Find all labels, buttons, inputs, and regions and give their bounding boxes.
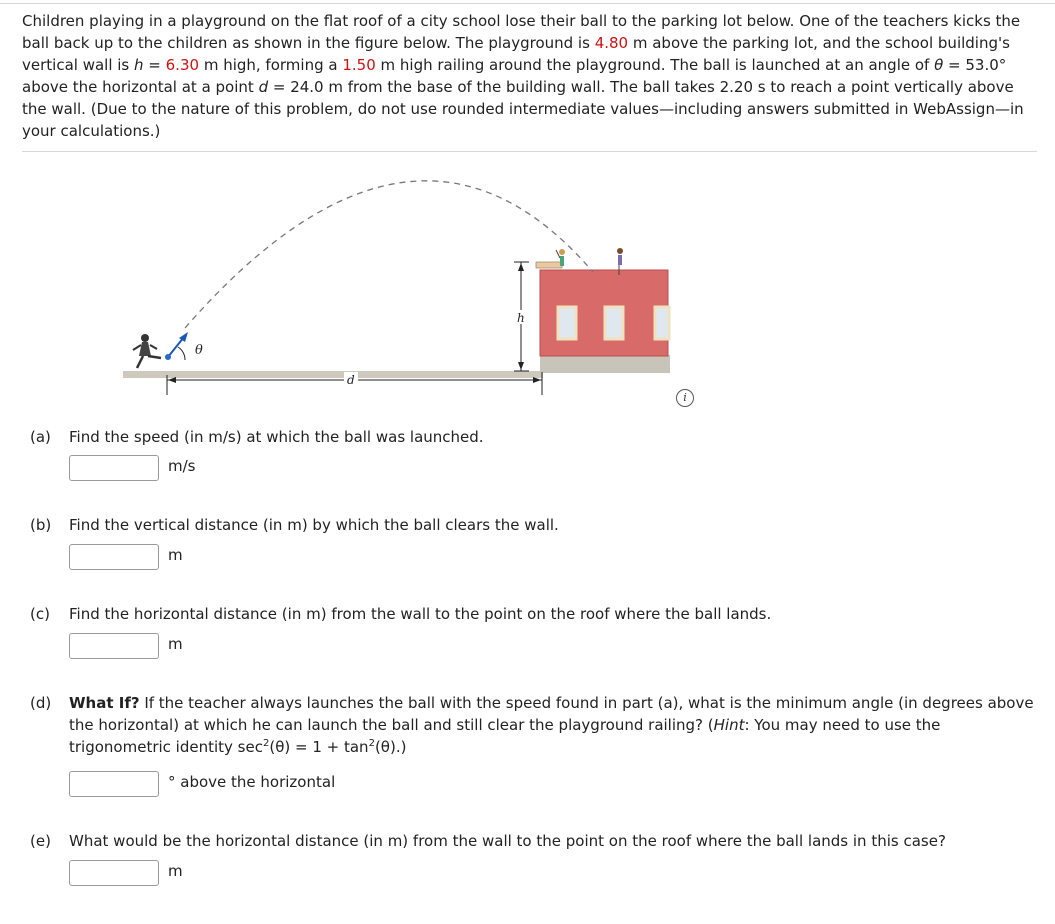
info-icon[interactable]: i — [676, 389, 694, 407]
part-c-question — [30, 603, 1035, 625]
playground-height-value: 4.80 — [594, 34, 629, 52]
part-e-text: What would be the horizontal distance (in m) from the wall to the point on the roof where the ball lands in this case? — [69, 832, 946, 850]
building-ground — [540, 355, 670, 373]
part-a-letter: (a) — [30, 428, 51, 446]
part-b-unit: m — [168, 546, 183, 564]
part-c-answer-input[interactable] — [69, 633, 159, 659]
theta-label: θ — [195, 343, 203, 358]
part-d-letter: (d) — [30, 694, 52, 712]
part-b-letter: (b) — [30, 516, 52, 534]
wall-height-value: 6.30 — [165, 56, 200, 74]
h-label: h — [517, 311, 525, 325]
launch-vector — [165, 332, 188, 360]
part-c-letter: (c) — [30, 605, 50, 623]
part-d-text: What If? If the teacher always launches the ball with the speed found in part (a), what is the minimum angle (in degrees above the horizontal) at which he can launch the ball and still clear the playground railing? (Hint: You may need to use the trigonometric identity $\sec^2(\theta) = 1 + \tan^2(\theta)$.) — [69, 694, 1034, 756]
part-a-answer-input[interactable] — [69, 455, 159, 481]
ground — [123, 371, 543, 378]
ball-trajectory — [185, 181, 593, 328]
part-e-question — [30, 830, 1035, 852]
part-c-unit: m — [168, 635, 183, 653]
railing-height-value: 1.50 — [342, 56, 376, 74]
part-b-question — [30, 514, 1035, 536]
part-b-text: Find the vertical distance (in m) by which the ball clears the wall. — [69, 516, 559, 534]
part-e-unit: m — [168, 862, 183, 880]
part-e-answer-input[interactable] — [69, 860, 159, 886]
part-b-answer-input[interactable] — [69, 544, 159, 570]
top-divider — [0, 3, 1055, 4]
building-roof-ledge — [536, 262, 562, 268]
d-label: d — [347, 373, 355, 387]
part-d-answer-input[interactable] — [69, 771, 159, 797]
part-a-unit: m/s — [168, 457, 196, 475]
part-d-unit: ° above the horizontal — [168, 773, 336, 791]
teacher-figure — [133, 334, 161, 368]
part-a-text: Find the speed (in m/s) at which the ball was launched. — [69, 428, 484, 446]
part-a-question — [30, 426, 1035, 448]
part-c-text: Find the horizontal distance (in m) from the wall to the point on the roof where the ball lands. — [69, 605, 772, 623]
part-e-letter: (e) — [30, 832, 51, 850]
problem-statement: Children playing in a playground on the flat roof of a city school lose their ball to the parking lot below. One of the teachers kicks the ball back up to the children as shown in the figure below. The playground is 4.80 m above the parking lot, and the school building's vertical wall is h = 6.30 m high, forming a 1.50 m high railing around the playground. The ball is launched at an angle of θ = 53.0° above the horizontal at a point d = 24.0 m from the base of the building wall. The ball takes 2.20 s to reach a point vertically above the wall. (Due to the nature of this problem, do not use rounded intermediate values—including answers submitted in WebAssign—in your calculations.) — [22, 10, 1037, 152]
projectile-figure — [115, 150, 715, 410]
part-d-question — [30, 692, 1035, 758]
